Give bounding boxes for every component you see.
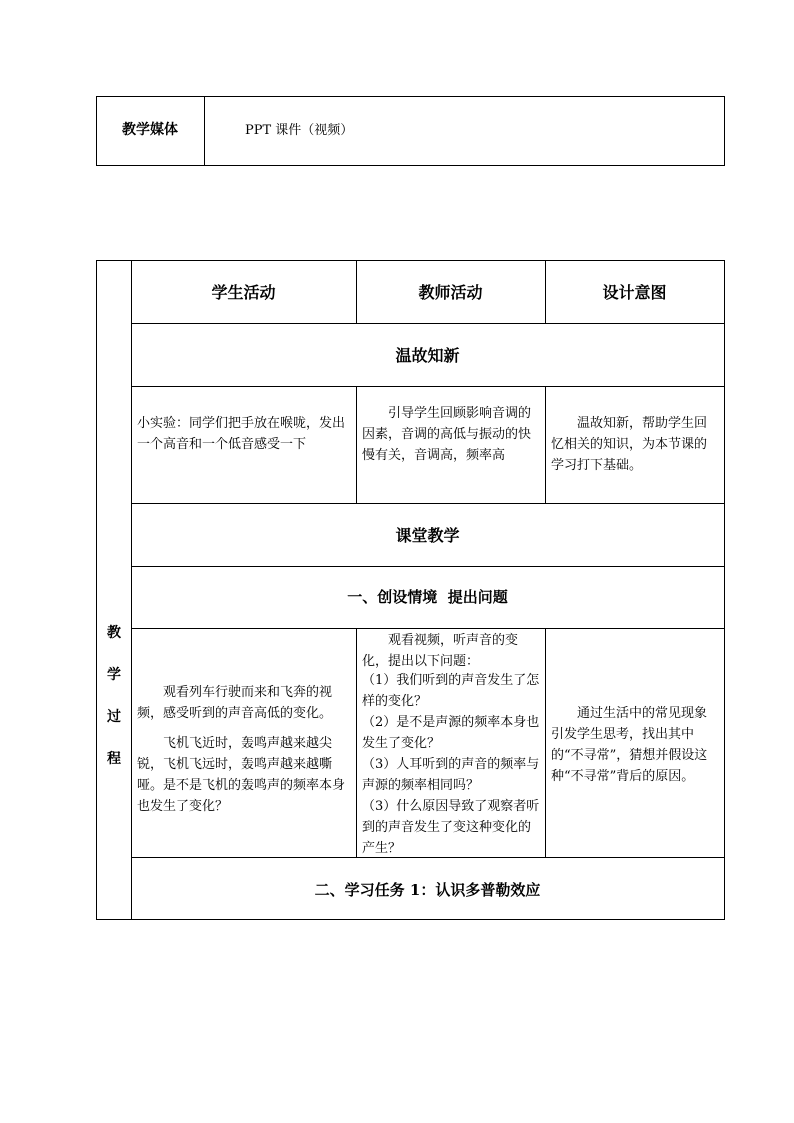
border — [96, 260, 725, 261]
section-title: 温故知新 — [395, 346, 460, 365]
border — [96, 165, 725, 166]
row2-teacher-question: （1）我们听到的声音发生了怎样的变化？ — [362, 673, 540, 709]
border — [724, 260, 725, 920]
border — [724, 96, 725, 166]
row1-student: 小实验：同学们把手放在喉咙，发出一个高音和一个低音感受一下 — [137, 416, 346, 452]
section-title: 课堂教学 — [395, 526, 460, 545]
border — [356, 386, 357, 504]
row1-intent: 温故知新，帮助学生回忆相关的知识，为本节课的学习打下基础。 — [551, 416, 708, 473]
row2-intent: 通过生活中的常见现象引发学生思考，找出其中的“不寻常”，猜想并假设这种“不寻常”背后的原因。 — [551, 706, 708, 784]
row1-teacher: 引导学生回顾影响音调的因素，音调的高低与振动的快慢有关，音调高，频率高 — [362, 406, 532, 463]
border — [131, 628, 725, 629]
header-student-activity: 学生活动 — [211, 283, 276, 302]
row2-teacher-question: （3）什么原因导致了观察者听到的声音发生了变这种变化的产生？ — [362, 799, 540, 856]
border — [131, 386, 725, 387]
border — [96, 260, 97, 920]
media-value: PPT 课件（视频） — [245, 123, 354, 138]
row2-teacher-question: （3）人耳听到的声音的频率与声源的频率相同吗？ — [362, 757, 540, 793]
media-label: 教学媒体 — [122, 122, 178, 138]
border — [131, 566, 725, 567]
section-subtitle: 二、学习任务 1：认识多普勒效应 — [314, 881, 541, 899]
border — [131, 503, 725, 504]
header-teacher-activity: 教师活动 — [418, 283, 483, 302]
side-label-char: 教 — [107, 625, 121, 641]
row2-teacher-question: （2）是不是声源的频率本身也发生了变化？ — [362, 715, 540, 751]
row2-teacher-intro: 观看视频，听声音的变化，提出以下问题： — [362, 633, 519, 669]
header-design-intent: 设计意图 — [602, 283, 667, 302]
row2-student-p2: 飞机飞近时，轰鸣声越来越尖锐，飞机飞远时，轰鸣声越来越嘶哑。是不是飞机的轰鸣声的频率本身也发生了变化？ — [137, 736, 346, 814]
border — [131, 323, 725, 324]
border — [96, 96, 725, 97]
border — [545, 628, 546, 858]
side-label-char: 程 — [107, 751, 121, 767]
border — [356, 628, 357, 858]
border — [96, 919, 725, 920]
row2-student-p1: 观看列车行驶而来和飞奔的视频，感受听到的声音高低的变化。 — [137, 685, 333, 721]
section-subtitle: 一、创设情境 提出问题 — [347, 588, 508, 606]
side-label-char: 学 — [107, 667, 121, 683]
border — [204, 96, 205, 166]
side-label-char: 过 — [107, 709, 121, 725]
border — [545, 386, 546, 504]
